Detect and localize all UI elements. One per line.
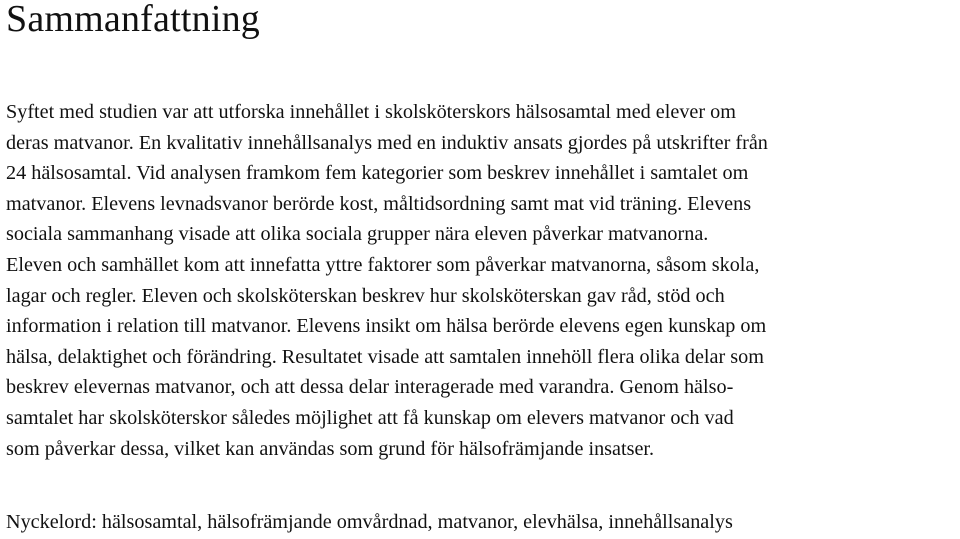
abstract-line: Eleven och samhället kom att innefatta yttre faktorer som påverkar matvanorna, såsom skola, [6, 253, 760, 276]
abstract-line: samtalet har skolsköterskor således möjlighet att få kunskap om elevers matvanor och vad [6, 406, 734, 429]
abstract-line: hälsa, delaktighet och förändring. Resultatet visade att samtalen innehöll flera olika delar som [6, 345, 764, 368]
page-title: Sammanfattning [6, 0, 260, 40]
abstract-line: deras matvanor. En kvalitativ innehållsanalys med en induktiv ansats gjordes på utskrifter från [6, 131, 768, 154]
abstract-paragraph [6, 97, 954, 464]
abstract-line: information i relation till matvanor. Elevens insikt om hälsa berörde elevens egen kunskap om [6, 315, 767, 338]
abstract-line: 24 hälsosamtal. Vid analysen framkom fem kategorier som beskrev innehållet i samtalet om [6, 162, 749, 185]
abstract-line: lagar och regler. Eleven och skolsköterskan beskrev hur skolsköterskan gav råd, stöd och [6, 284, 725, 307]
abstract-line: sociala sammanhang visade att olika sociala grupper nära eleven påverkar matvanorna. [6, 223, 709, 246]
abstract-line: Syftet med studien var att utforska innehållet i skolsköterskors hälsosamtal med elever om [6, 101, 736, 123]
keywords-line: Nyckelord: hälsosamtal, hälsofrämjande omvårdnad, matvanor, elevhälsa, innehållsanalys [6, 511, 733, 533]
abstract-line: som påverkar dessa, vilket kan användas som grund för hälsofrämjande insatser. [6, 437, 655, 460]
abstract-line: matvanor. Elevens levnadsvanor berörde kost, måltidsordning samt mat vid träning. Elevens [6, 192, 752, 215]
document-page [6, 0, 954, 539]
abstract-line: beskrev elevernas matvanor, och att dessa delar interagerade med varandra. Genom hälso- [6, 376, 734, 399]
